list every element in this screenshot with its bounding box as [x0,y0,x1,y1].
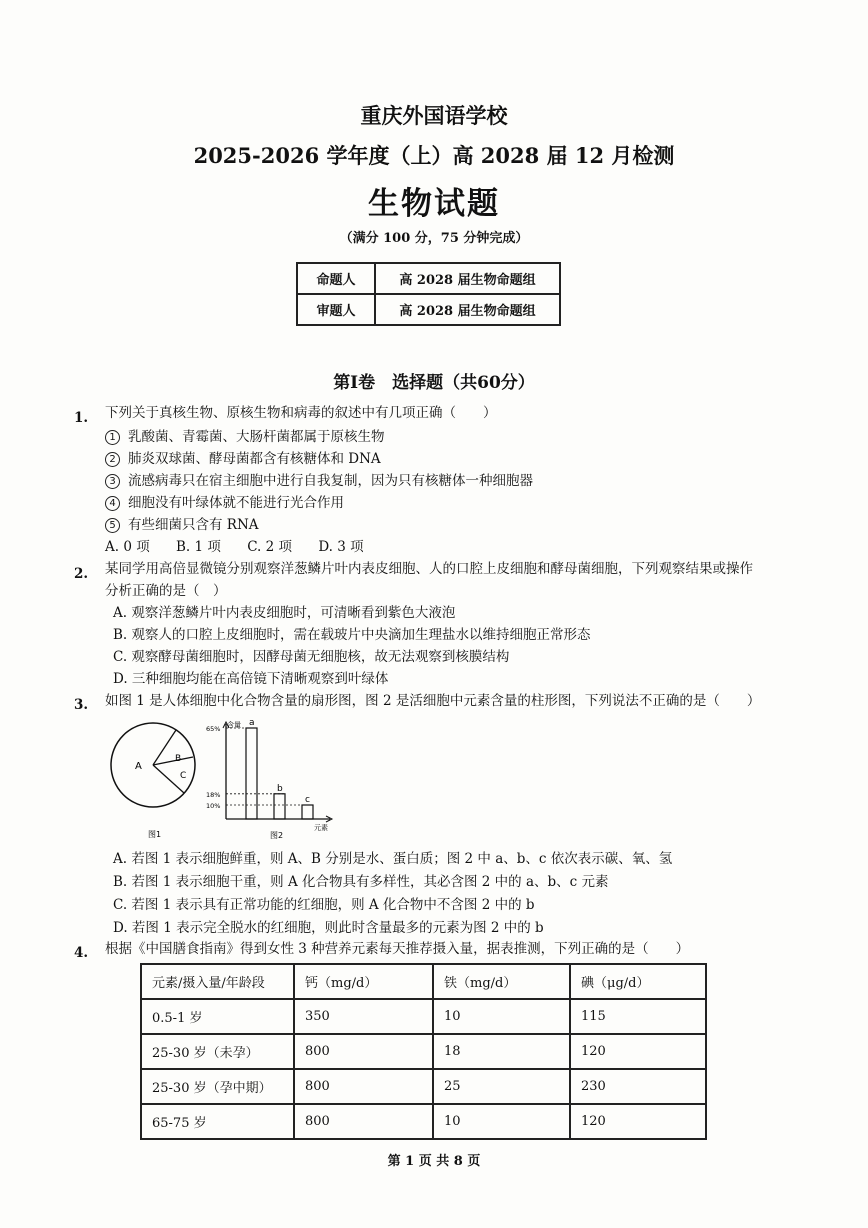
table-row [141,999,706,1034]
subject-title: 生物试题 [368,186,500,222]
section-title: 第Ⅰ卷 选择题（共60分） [333,373,535,393]
exam-title: 2025-2026 学年度（上）高 2028 届 12 月检测 [193,143,675,168]
table-cell: 800 [294,1069,433,1104]
circled-number: 1 [105,430,120,445]
column-header: 钙（mg/d） [294,964,433,999]
column-header: 元素/摄入量/年龄段 [141,964,294,999]
table-row [141,1104,706,1139]
option-c: C. 观察酵母菌细胞时，因酵母菌无细胞核，故无法观察到核膜结构 [113,649,510,665]
table-cell: 115 [570,999,706,1034]
table-cell: 120 [570,1104,706,1139]
table-header-row [141,964,706,999]
table-cell: 800 [294,1104,433,1139]
circled-number: 2 [105,452,120,467]
option-a: A. 若图 1 表示细胞鲜重，则 A、B 分别是水、蛋白质；图 2 中 a、b、c 依次表示碳、氧、氢 [113,851,673,867]
option-d: D. 若图 1 表示完全脱水的红细胞，则此时含量最多的元素为图 2 中的 b [113,920,544,936]
staff-key: 审题人 [297,294,375,325]
pie-label-a: A [135,761,142,772]
option-a: A. 观察洋葱鳞片叶内表皮细胞时，可清晰看到紫色大液泡 [113,605,456,621]
statement-item: 2 肺炎双球菌、酵母菌都含有核糖体和 DNA [105,448,381,470]
staff-row [297,294,560,325]
question-number: 2. [74,566,89,582]
bar-b [274,794,285,819]
question-stem: 根据《中国膳食指南》得到女性 3 种营养元素每天推荐摄入量，据表推测，下列正确的是（ ） [105,941,690,957]
question-stem: 如图 1 是人体细胞中化合物含量的扇形图，图 2 是活细胞中元素含量的柱形图，下列说法不正确的是（ ） [105,693,761,709]
staff-table [296,262,561,326]
table-row [141,1034,706,1069]
table-cell: 10 [433,999,570,1034]
pie-chart-fig1 [111,723,195,839]
y-tick-label: 65% [206,725,221,733]
question-stem: 某同学用高倍显微镜分别观察洋葱鳞片叶内表皮细胞、人的口腔上皮细胞和酵母菌细胞，下列观察结果或操作 [105,561,753,577]
table-cell: 350 [294,999,433,1034]
fig2-caption: 图2 [270,831,284,840]
staff-row [297,263,560,294]
question-number: 1. [74,410,89,426]
score-note: （满分 100 分，75 分钟完成） [339,231,529,246]
bar-chart-fig2 [206,718,332,840]
y-tick-label: 10% [206,802,221,810]
column-header: 铁（mg/d） [433,964,570,999]
table-cell: 18 [433,1034,570,1069]
table-cell: 10 [433,1104,570,1139]
table-cell: 65-75 岁 [141,1104,294,1139]
column-header: 碘（μg/d） [570,964,706,999]
y-tick-label: 18% [206,790,221,799]
question-stem: 下列关于真核生物、原核生物和病毒的叙述中有几项正确（ ） [105,405,497,421]
question-number: 4. [74,945,89,961]
circled-number: 3 [105,474,120,489]
table-cell: 230 [570,1069,706,1104]
table-cell: 800 [294,1034,433,1069]
y-axis-label: 含量 [227,721,241,729]
table-cell: 25-30 岁（未孕） [141,1034,294,1069]
nutrient-table [140,963,707,1140]
table-row [141,1069,706,1104]
bar-label-b: b [277,783,283,794]
question-stem-cont: 分析正确的是（ ） [105,583,227,599]
bar-label-a: a [249,718,255,728]
statement-item: 5 有些细菌只含有 RNA [105,514,259,536]
statement-item: 1 乳酸菌、青霉菌、大肠杆菌都属于原核生物 [105,426,385,448]
x-axis-label: 元素 [314,824,328,832]
staff-value: 高 2028 届生物命题组 [375,263,560,294]
statement-item: 4 细胞没有叶绿体就不能进行光合作用 [105,492,344,514]
option-b: B. 1 项 [176,539,221,555]
option-c: C. 2 项 [247,539,293,555]
table-cell: 25 [433,1069,570,1104]
question-number: 3. [74,697,89,713]
option-b: B. 观察人的口腔上皮细胞时，需在载玻片中央滴加生理盐水以维持细胞正常形态 [113,627,591,643]
page-footer: 第 1 页 共 8 页 [387,1154,481,1169]
option-c: C. 若图 1 表示具有正常功能的红细胞，则 A 化合物中不含图 2 中的 b [113,897,535,913]
pie-label-c: C [180,771,187,781]
circled-number: 4 [105,496,120,511]
option-b: B. 若图 1 表示细胞干重，则 A 化合物具有多样性，其必含图 2 中的 a、b、c 元素 [113,874,609,890]
option-a: A. 0 项 [105,539,150,555]
staff-key: 命题人 [297,263,375,294]
table-cell: 120 [570,1034,706,1069]
q3-figures [100,716,350,844]
staff-value: 高 2028 届生物命题组 [375,294,560,325]
option-d: D. 3 项 [318,539,364,555]
table-cell: 0.5-1 岁 [141,999,294,1034]
circled-number: 5 [105,518,120,533]
option-d: D. 三种细胞均能在高倍镜下清晰观察到叶绿体 [113,671,389,687]
school-name: 重庆外国语学校 [360,103,508,128]
bar-label-c: c [305,795,310,805]
fig1-caption: 图1 [148,830,162,839]
bar-c [302,805,313,819]
table-cell: 25-30 岁（孕中期） [141,1069,294,1104]
statement-item: 3 流感病毒只在宿主细胞中进行自我复制，因为只有核糖体一种细胞器 [105,470,533,492]
answer-options [105,536,386,558]
pie-label-b: B [175,754,182,764]
